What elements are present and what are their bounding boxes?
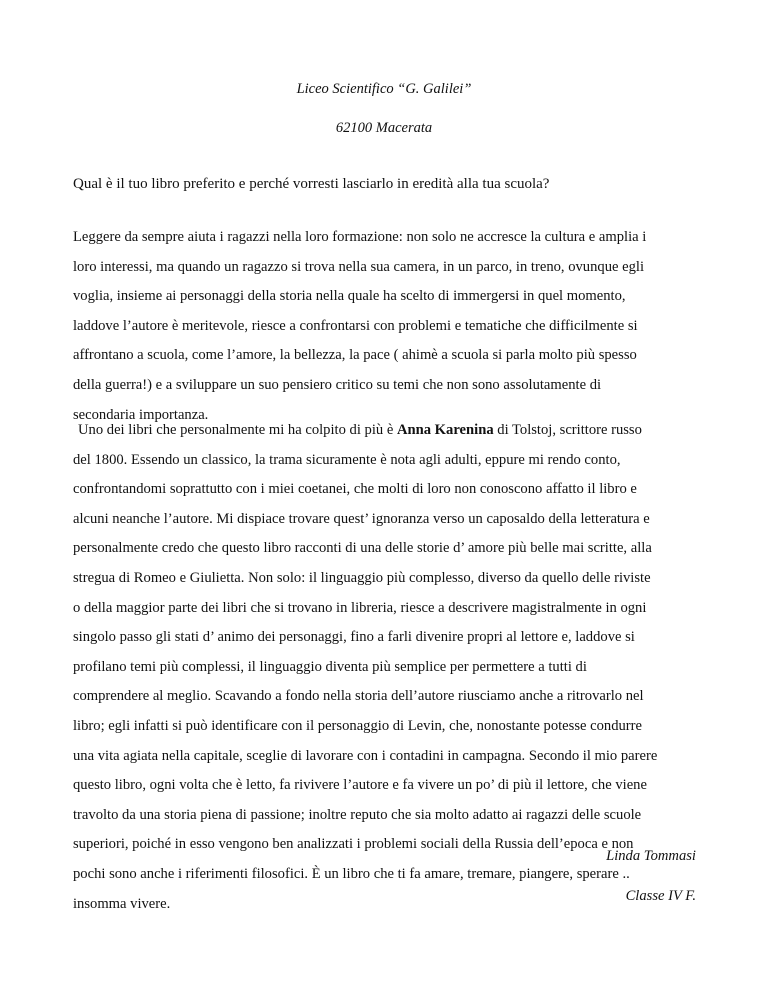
author-name: Linda Tommasi (606, 848, 696, 864)
paragraph-line: voglia, insieme ai personaggi della storia nella quale ha scelto di immergersi in quel momento, (73, 288, 626, 305)
school-city: 62100 Macerata (335, 120, 433, 136)
paragraph-1 (73, 223, 703, 430)
paragraph-line: travolto da una storia piena di passione; inoltre reputo che sia molto adatto ai ragazzi delle scuole (73, 806, 642, 823)
paragraph-line: insomma vivere. (73, 895, 171, 912)
paragraph-line: secondaria importanza. (73, 406, 209, 423)
book-title: Anna Karenina (396, 422, 494, 438)
paragraph-line: laddove l’autore è meritevole, riesce a confrontarsi con problemi e tematiche che difficilmente si (73, 317, 638, 334)
first-line-pre: Uno dei libri che personalmente mi ha colpito di più è (78, 422, 397, 438)
paragraph-line: superiori, poiché in esso vengono ben analizzati i problemi sociali della Russia dell’epoca e non (73, 836, 634, 853)
paragraph-line: affrontano a scuola, come l’amore, la bellezza, la pace ( ahimè a scuola si parla molto più spesso (73, 347, 637, 364)
paragraph-line: alcuni neanche l’autore. Mi dispiace trovare quest’ ignoranza verso un caposaldo della letteratura e (73, 510, 650, 527)
essay-question: Qual è il tuo libro preferito e perché vorresti lasciarlo in eredità alla tua scuola? (73, 176, 550, 192)
paragraph-line: singolo passo gli stati d’ animo dei personaggi, fino a farli divenire propri al lettore e, laddove si (73, 629, 635, 646)
author-class: Classe IV F. (625, 888, 696, 904)
paragraph-line: questo libro, ogni volta che è letto, fa rivivere l’autore e fa vivere un po’ di più il lettore, che viene (73, 777, 647, 794)
paragraph-line: pochi sono anche i riferimenti filosofici. È un libro che ti fa amare, tremare, piangere, sperare .. (73, 865, 630, 882)
paragraph-line: comprendere al meglio. Scavando a fondo nella storia dell’autore riusciamo anche a ritrovarlo nel (73, 688, 644, 705)
paragraph-line: della guerra!) e a sviluppare un suo pensiero critico su temi che non sono assolutamente di (73, 376, 602, 393)
paragraph-line: Leggere da sempre aiuta i ragazzi nella loro formazione: non solo ne accresce la cultura e amplia i (73, 229, 647, 245)
paragraph-line: una vita agiata nella capitale, sceglie di lavorare con i contadini in campagna. Secondo il mio parere (73, 747, 658, 764)
first-line-post: di Tolstoj, scrittore russo (493, 422, 642, 438)
paragraph-line: loro interessi, ma quando un ragazzo si trova nella sua camera, in un parco, in treno, ovunque egli (73, 258, 644, 275)
paragraph-line: o della maggior parte dei libri che si trovano in libreria, riesce a descrivere magistralmente in ogni (73, 599, 647, 616)
paragraph-line: del 1800. Essendo un classico, la trama sicuramente è nota agli adulti, eppure mi rendo conto, (73, 451, 621, 468)
paragraph-line: confrontandomi soprattutto con i miei coetanei, che molti di loro non conoscono affatto il libro e (73, 481, 637, 498)
paragraph-2 (73, 416, 703, 919)
paragraph-line: personalmente credo che questo libro racconti di una delle storie d’ amore più belle mai scritte, alla (73, 540, 652, 557)
paragraph-line: stregua di Romeo e Giulietta. Non solo: il linguaggio più complesso, diverso da quello delle riviste (73, 569, 651, 586)
paragraph-line: libro; egli infatti si può identificare con il personaggio di Levin, che, nonostante potesse condurre (73, 717, 642, 734)
school-name: Liceo Scientifico “G. Galilei” (296, 81, 472, 97)
paragraph-line: profilano temi più complessi, il linguaggio diventa più semplice per permettere a tutti di (73, 658, 587, 675)
paragraph-line (73, 416, 703, 446)
